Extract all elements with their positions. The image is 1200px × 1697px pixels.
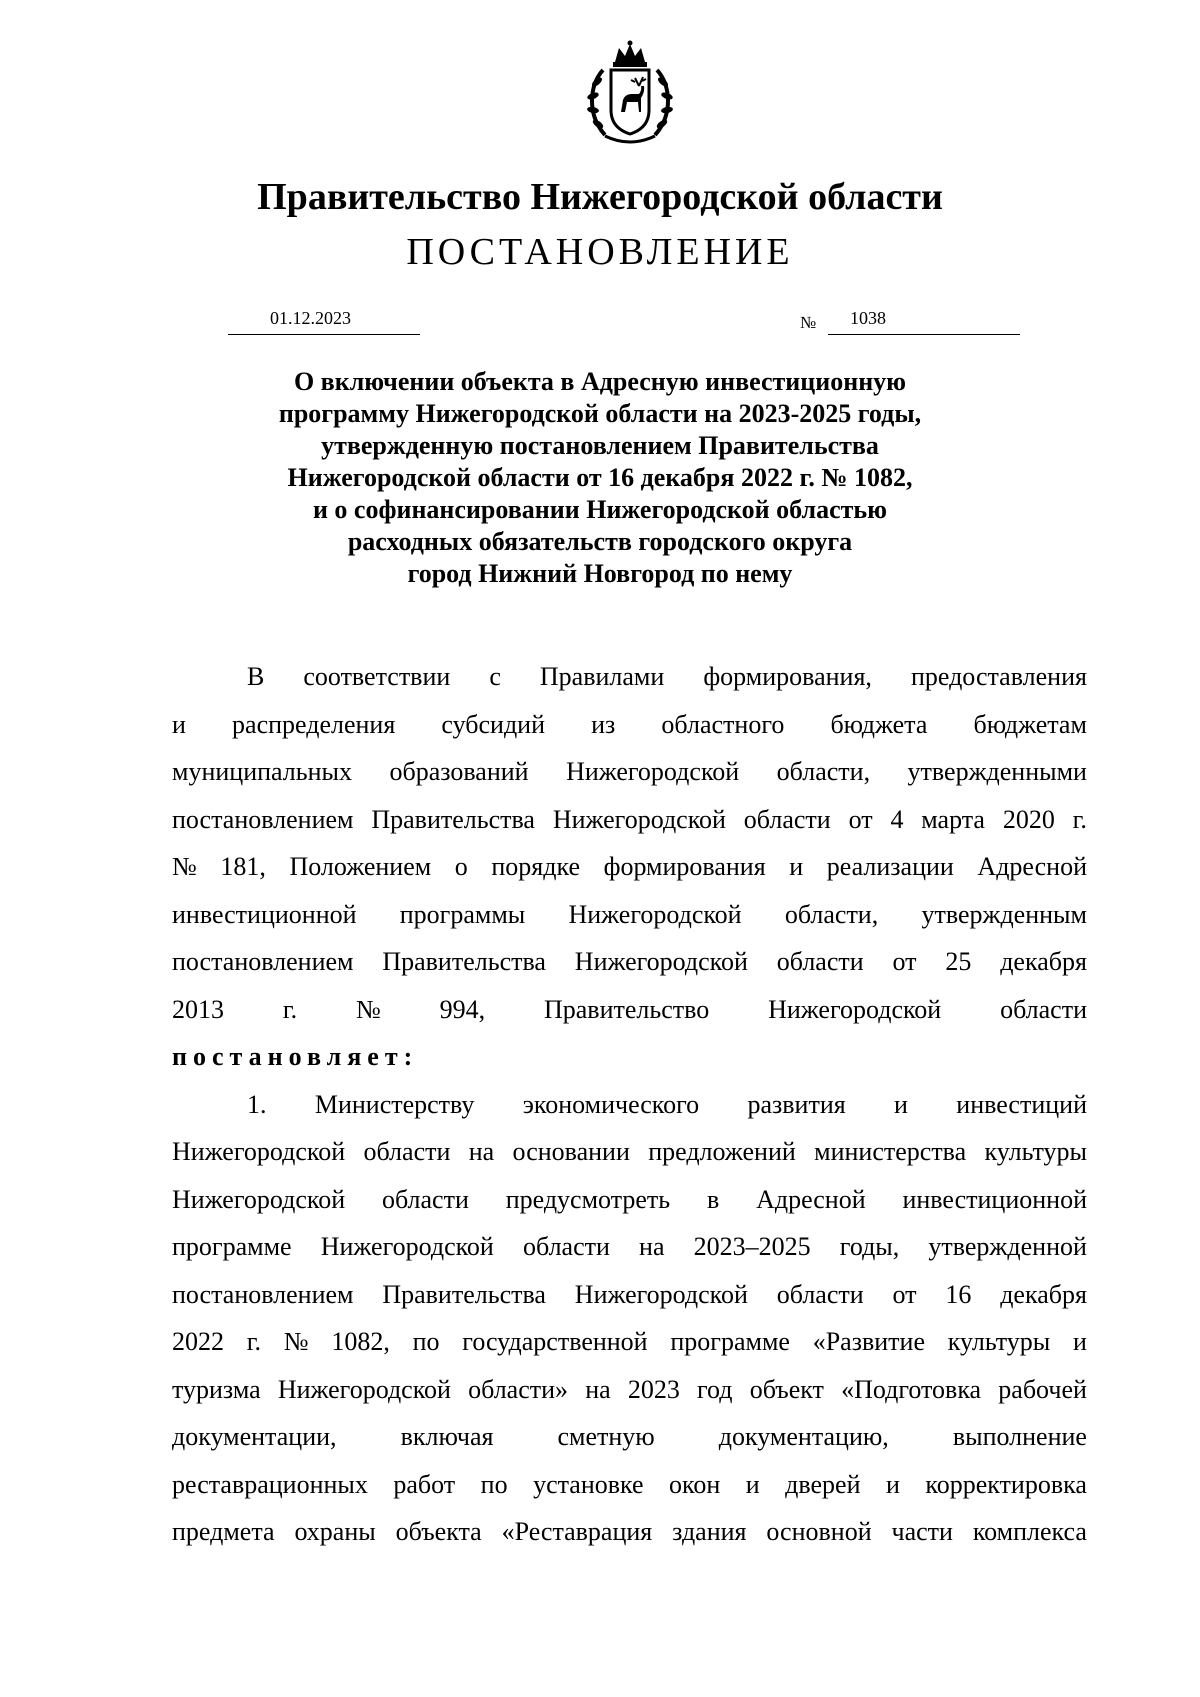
word: годы,: [839, 1232, 900, 1261]
word: №: [172, 852, 197, 881]
word: 994,: [439, 994, 486, 1024]
word: развития: [747, 1089, 846, 1119]
word: «Подготовка: [841, 1374, 982, 1404]
word: из: [591, 709, 616, 739]
word: Адресной: [756, 1184, 866, 1214]
word: выполнение: [952, 1422, 1087, 1451]
word: Правительство: [543, 994, 710, 1024]
word: реставрационных: [172, 1469, 368, 1499]
word: формирования,: [703, 662, 872, 691]
word: экономического: [522, 1089, 700, 1119]
word: установке: [533, 1469, 644, 1499]
word: 181,: [220, 852, 266, 881]
word: и: [172, 709, 186, 739]
word: в: [706, 1184, 720, 1214]
word: декабря: [1000, 1279, 1087, 1309]
word: документации,: [172, 1422, 337, 1451]
word: 2023: [627, 1374, 680, 1404]
word: постановлением: [172, 804, 354, 834]
word: В: [247, 662, 265, 691]
word: и: [886, 1469, 900, 1499]
word: корректировка: [925, 1469, 1087, 1499]
word: г.: [246, 1327, 261, 1356]
word: Нижегородской: [574, 947, 748, 976]
subject-line: программу Нижегородской области на 2023-2025 годы,: [278, 399, 922, 428]
number-label: №: [800, 313, 817, 332]
word: охраны: [294, 1517, 376, 1546]
word: 2023–2025: [693, 1232, 811, 1261]
word: области: [381, 1184, 469, 1214]
word: 1082,: [331, 1327, 390, 1356]
word: области: [776, 947, 864, 976]
word: Нижегородской: [552, 804, 726, 834]
word: порядке: [491, 852, 581, 881]
word: объект: [749, 1374, 824, 1404]
text-line: [172, 796, 1087, 844]
word: декабря: [1000, 947, 1087, 976]
text-line: [172, 1128, 1087, 1176]
word: Правительства: [382, 1279, 546, 1309]
word: 16: [945, 1279, 972, 1309]
word: утвержденным: [921, 899, 1087, 929]
word: по: [480, 1469, 508, 1499]
word: о: [454, 852, 468, 881]
word: муниципальных: [172, 757, 353, 786]
word: «Развитие: [812, 1327, 925, 1356]
word: и: [789, 852, 804, 881]
word: области: [776, 1279, 864, 1309]
text-line: [172, 1366, 1087, 1414]
word: предложений: [648, 1137, 796, 1166]
word: работ: [393, 1469, 456, 1499]
word: министерства: [814, 1137, 967, 1166]
word: основной: [766, 1517, 872, 1546]
text-line: [172, 1081, 1087, 1129]
word: окон: [669, 1469, 721, 1499]
word: утвержденной: [928, 1232, 1087, 1261]
word: основании: [512, 1137, 630, 1166]
word: от: [892, 947, 917, 976]
document-date: 01.12.2023: [228, 308, 420, 335]
organization-title: Правительство Нижегородской области: [257, 176, 943, 218]
coat-of-arms-emblem: [575, 40, 685, 150]
document-type: ПОСТАНОВЛЕНИЕ: [406, 231, 794, 273]
word: постановлением: [172, 1279, 354, 1309]
word: №: [355, 994, 381, 1024]
word: инвестиционной: [902, 1184, 1087, 1214]
document-number: 1038: [828, 308, 1020, 335]
word: утвержденными: [907, 757, 1087, 786]
word: рабочей: [998, 1374, 1087, 1404]
word: области: [363, 1137, 451, 1166]
subject-line: город Нижний Новгород по нему: [407, 559, 793, 588]
word: постановлением: [172, 947, 354, 976]
word: бюджета: [830, 709, 928, 739]
document-body: [172, 653, 1087, 1556]
word: год: [697, 1374, 733, 1404]
text-line: [172, 653, 1087, 701]
word: дверей: [785, 1469, 861, 1499]
coat-of-arms-icon: [575, 40, 685, 150]
word: с: [489, 662, 501, 691]
word: туризма: [172, 1374, 261, 1404]
word: на: [639, 1232, 665, 1261]
word: Нижегородской: [277, 1374, 451, 1404]
text-line: [172, 1461, 1087, 1509]
text-line: [172, 1223, 1087, 1271]
word: Министерству: [314, 1089, 475, 1119]
word: распределения: [232, 709, 396, 739]
text-line: [172, 1508, 1087, 1556]
word: Положением: [289, 852, 432, 881]
word: соответствии: [303, 662, 451, 691]
word: предусмотреть: [505, 1184, 671, 1214]
word: от: [848, 804, 873, 834]
word: и: [1072, 1327, 1087, 1356]
subject-line: О включении объекта в Адресную инвестиционную: [293, 367, 907, 396]
word: предмета: [172, 1517, 275, 1546]
word: марта: [921, 804, 985, 834]
word: 2013: [172, 994, 224, 1024]
word: культуры: [947, 1327, 1051, 1356]
text-line: [172, 843, 1087, 891]
word: Нижегородской: [768, 994, 942, 1024]
word: 2022: [172, 1327, 224, 1356]
word: области: [522, 1232, 610, 1261]
word: Адресной: [977, 852, 1087, 881]
subject-line: расходных обязательств городского округа: [347, 527, 853, 556]
word: «Реставрация: [501, 1517, 653, 1546]
text-line: [172, 986, 1087, 1034]
word: Правилами: [539, 662, 665, 691]
word: 1.: [247, 1089, 267, 1119]
word: Правительства: [371, 804, 535, 834]
text-line: [172, 1318, 1087, 1366]
word: части: [891, 1517, 953, 1546]
text-line: [172, 1413, 1087, 1461]
word: формирования: [603, 852, 766, 881]
word: 4: [890, 804, 904, 834]
word: области: [743, 804, 831, 834]
word: программе: [172, 1232, 292, 1261]
text-line: [172, 701, 1087, 749]
word: области,: [776, 757, 871, 786]
word: образований: [389, 757, 529, 786]
word: включая: [400, 1422, 494, 1451]
word: инвестиций: [956, 1089, 1087, 1119]
word: государственной: [462, 1327, 648, 1356]
word: области,: [784, 899, 879, 929]
word: объекта: [395, 1517, 482, 1546]
word: комплекса: [972, 1517, 1087, 1546]
word: программе: [670, 1327, 790, 1356]
word: №: [283, 1327, 309, 1356]
word: реализации: [826, 852, 954, 881]
word: области»: [468, 1374, 569, 1404]
word: субсидий: [441, 709, 545, 739]
text-line: [172, 891, 1087, 939]
word: Правительства: [382, 947, 546, 976]
word: сметную: [557, 1422, 655, 1451]
word: 25: [945, 947, 972, 976]
word: 2020: [1002, 804, 1055, 834]
document-subject: [260, 366, 940, 590]
word: г.: [282, 994, 298, 1024]
word: Нижегородской: [172, 1137, 346, 1166]
text-line: [172, 938, 1087, 986]
subject-line: утвержденную постановлением Правительства: [321, 431, 879, 460]
word: предоставления: [910, 662, 1087, 691]
word: и: [745, 1469, 760, 1499]
word: на: [468, 1137, 495, 1166]
text-line: [172, 1176, 1087, 1224]
word: Нижегородской: [172, 1184, 346, 1214]
word: от: [892, 1279, 917, 1309]
word: здания: [672, 1517, 747, 1546]
subject-line: и о софинансировании Нижегородской областью: [312, 495, 888, 524]
word: на: [585, 1374, 611, 1404]
word: документацию,: [718, 1422, 889, 1451]
word: г.: [1072, 804, 1087, 834]
decree-keyword: постановляет:: [172, 1042, 419, 1071]
word: Нижегородской: [566, 757, 740, 786]
word: культуры: [984, 1137, 1087, 1166]
text-line: [172, 748, 1087, 796]
word: программы: [399, 899, 526, 929]
word: областного: [661, 709, 785, 739]
word: по: [412, 1327, 440, 1356]
word: Нижегородской: [320, 1232, 494, 1261]
word: области: [1000, 994, 1087, 1024]
word: Нижегородской: [568, 899, 742, 929]
word: и: [894, 1089, 908, 1119]
word: Нижегородской: [574, 1279, 748, 1309]
subject-line: Нижегородской области от 16 декабря 2022 г. № 1082,: [287, 463, 913, 492]
word: бюджетам: [973, 709, 1087, 739]
text-line: [172, 1271, 1087, 1319]
word: инвестиционной: [172, 899, 357, 929]
